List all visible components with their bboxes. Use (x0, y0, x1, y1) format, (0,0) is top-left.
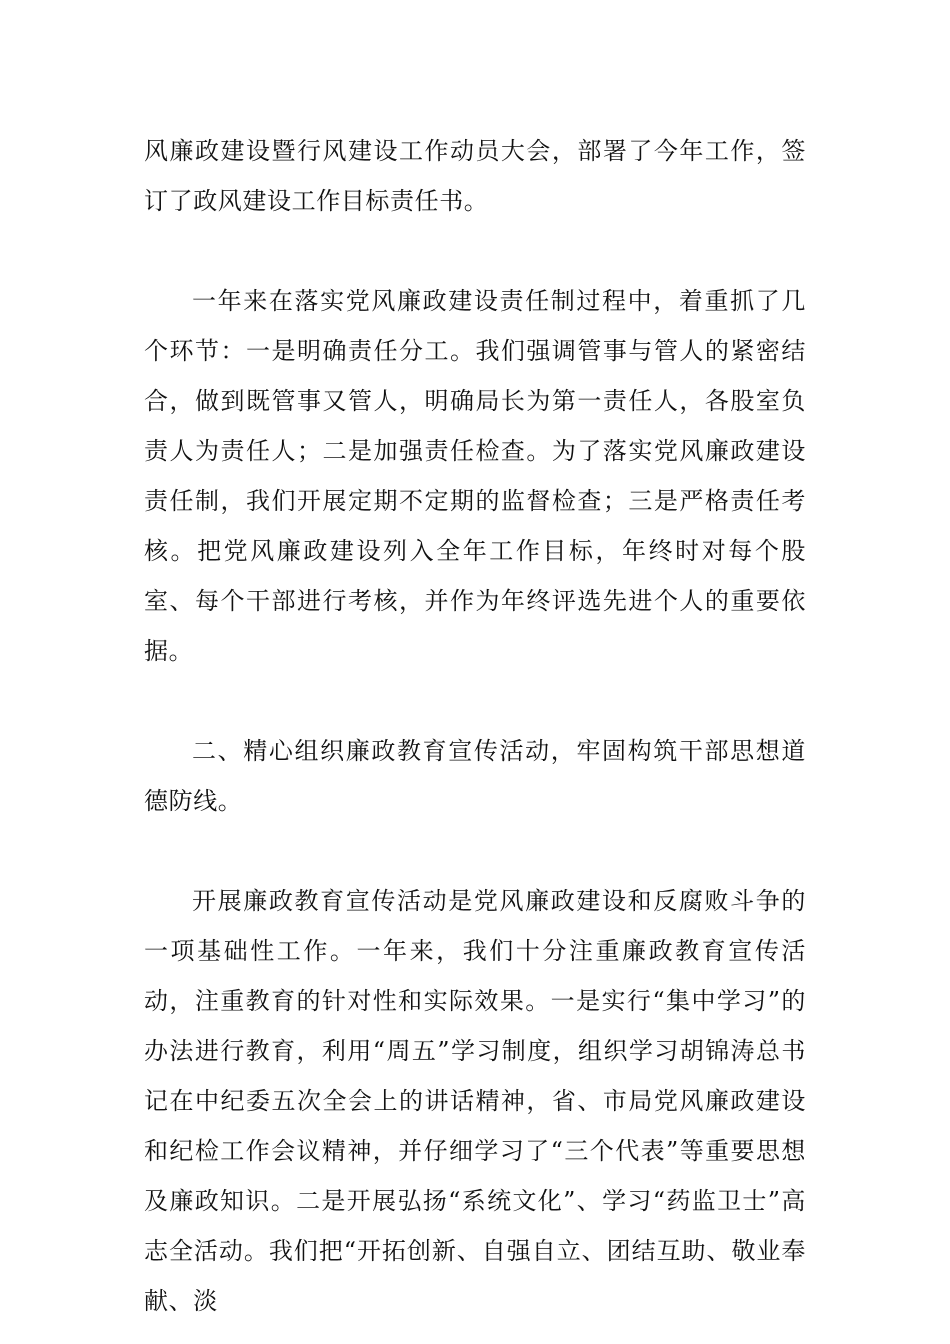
paragraph-1: 风廉政建设暨行风建设工作动员大会，部署了今年工作，签订了政风建设工作目标责任书。 (144, 137, 806, 215)
section-heading-2: 二、精心组织廉政教育宣传活动，牢固构筑干部思想道德防线。 (144, 737, 806, 815)
document-body (144, 126, 806, 1326)
paragraph-spacer (144, 676, 806, 726)
paragraph-spacer (144, 826, 806, 876)
paragraph-2: 一年来在落实党风廉政建设责任制过程中，着重抓了几个环节：一是明确责任分工。我们强调管事与管人的紧密结合，做到既管事又管人，明确局长为第一责任人，各股室负责人为责任人；二是加强责任检查。为了落实党风廉政建设责任制，我们开展定期不定期的监督检查；三是严格责任考核。把党风廉政建设列入全年工作目标，年终时对每个股室、每个干部进行考核，并作为年终评选先进个人的重要依据。 (144, 287, 806, 665)
paragraph-spacer (144, 226, 806, 276)
paragraph-4: 开展廉政教育宣传活动是党风廉政建设和反腐败斗争的一项基础性工作。一年来，我们十分注重廉政教育宣传活动，注重教育的针对性和实际效果。一是实行“集中学习”的办法进行教育，利用“周五”学习制度，组织学习胡锦涛总书记在中纪委五次全会上的讲话精神，省、市局党风廉政建设和纪检工作会议精神，并仔细学习了“三个代表”等重要思想及廉政知识。二是开展弘扬“系统文化”、学习“药监卫士”高志全活动。我们把“开拓创新、自强自立、团结互助、敬业奉献、淡 (144, 887, 806, 1315)
